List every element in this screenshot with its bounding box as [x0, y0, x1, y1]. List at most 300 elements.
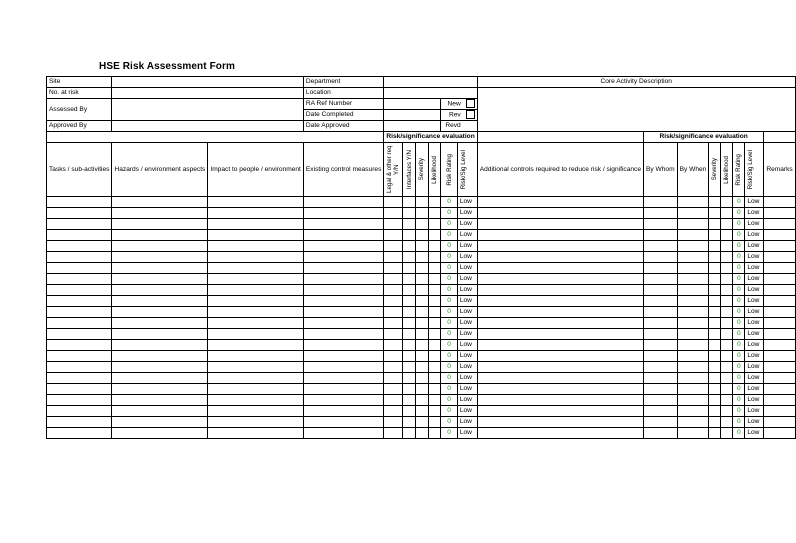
likelihood-cell[interactable]	[428, 340, 441, 351]
severity-cell[interactable]	[416, 197, 429, 208]
by-whom-cell[interactable]	[644, 274, 678, 285]
impact-cell[interactable]	[208, 329, 304, 340]
existing-cell[interactable]	[303, 252, 384, 263]
likelihood-2-cell[interactable]	[721, 252, 733, 263]
impact-cell[interactable]	[208, 395, 304, 406]
revd-cell[interactable]	[441, 121, 477, 132]
legal-cell[interactable]	[384, 285, 403, 296]
legal-cell[interactable]	[384, 318, 403, 329]
additional-cell[interactable]	[477, 362, 643, 373]
additional-cell[interactable]	[477, 263, 643, 274]
impact-cell[interactable]	[208, 219, 304, 230]
interfaces-cell[interactable]	[403, 285, 416, 296]
by-whom-cell[interactable]	[644, 263, 678, 274]
additional-cell[interactable]	[477, 296, 643, 307]
by-whom-cell[interactable]	[644, 329, 678, 340]
legal-cell[interactable]	[384, 230, 403, 241]
remarks-cell[interactable]	[764, 208, 795, 219]
remarks-cell[interactable]	[764, 285, 795, 296]
department-field[interactable]	[384, 77, 477, 88]
by-when-cell[interactable]	[677, 307, 709, 318]
likelihood-cell[interactable]	[428, 197, 441, 208]
severity-cell[interactable]	[416, 417, 429, 428]
hazards-cell[interactable]	[112, 351, 208, 362]
existing-cell[interactable]	[303, 219, 384, 230]
existing-cell[interactable]	[303, 329, 384, 340]
likelihood-cell[interactable]	[428, 230, 441, 241]
by-whom-cell[interactable]	[644, 252, 678, 263]
hazards-cell[interactable]	[112, 252, 208, 263]
interfaces-cell[interactable]	[403, 318, 416, 329]
severity-cell[interactable]	[416, 296, 429, 307]
by-when-cell[interactable]	[677, 329, 709, 340]
additional-cell[interactable]	[477, 329, 643, 340]
legal-cell[interactable]	[384, 351, 403, 362]
remarks-cell[interactable]	[764, 219, 795, 230]
severity-2-cell[interactable]	[709, 241, 721, 252]
impact-cell[interactable]	[208, 285, 304, 296]
by-whom-cell[interactable]	[644, 285, 678, 296]
severity-2-cell[interactable]	[709, 329, 721, 340]
by-when-cell[interactable]	[677, 208, 709, 219]
tasks-cell[interactable]	[47, 406, 112, 417]
impact-cell[interactable]	[208, 318, 304, 329]
hazards-cell[interactable]	[112, 285, 208, 296]
tasks-cell[interactable]	[47, 384, 112, 395]
remarks-cell[interactable]	[764, 230, 795, 241]
by-when-cell[interactable]	[677, 351, 709, 362]
interfaces-cell[interactable]	[403, 373, 416, 384]
hazards-cell[interactable]	[112, 296, 208, 307]
likelihood-cell[interactable]	[428, 417, 441, 428]
tasks-cell[interactable]	[47, 208, 112, 219]
existing-cell[interactable]	[303, 274, 384, 285]
severity-cell[interactable]	[416, 263, 429, 274]
impact-cell[interactable]	[208, 417, 304, 428]
severity-2-cell[interactable]	[709, 384, 721, 395]
by-whom-cell[interactable]	[644, 351, 678, 362]
interfaces-cell[interactable]	[403, 219, 416, 230]
existing-cell[interactable]	[303, 307, 384, 318]
interfaces-cell[interactable]	[403, 406, 416, 417]
severity-cell[interactable]	[416, 285, 429, 296]
severity-cell[interactable]	[416, 307, 429, 318]
no-at-risk-field[interactable]	[112, 88, 303, 99]
interfaces-cell[interactable]	[403, 208, 416, 219]
remarks-cell[interactable]	[764, 395, 795, 406]
impact-cell[interactable]	[208, 384, 304, 395]
likelihood-2-cell[interactable]	[721, 373, 733, 384]
interfaces-cell[interactable]	[403, 428, 416, 439]
likelihood-2-cell[interactable]	[721, 208, 733, 219]
hazards-cell[interactable]	[112, 230, 208, 241]
severity-2-cell[interactable]	[709, 417, 721, 428]
tasks-cell[interactable]	[47, 351, 112, 362]
by-when-cell[interactable]	[677, 230, 709, 241]
likelihood-cell[interactable]	[428, 428, 441, 439]
hazards-cell[interactable]	[112, 307, 208, 318]
severity-cell[interactable]	[416, 351, 429, 362]
existing-cell[interactable]	[303, 296, 384, 307]
severity-cell[interactable]	[416, 406, 429, 417]
impact-cell[interactable]	[208, 362, 304, 373]
by-when-cell[interactable]	[677, 241, 709, 252]
tasks-cell[interactable]	[47, 329, 112, 340]
severity-cell[interactable]	[416, 241, 429, 252]
by-whom-cell[interactable]	[644, 208, 678, 219]
likelihood-2-cell[interactable]	[721, 318, 733, 329]
by-when-cell[interactable]	[677, 406, 709, 417]
likelihood-cell[interactable]	[428, 384, 441, 395]
hazards-cell[interactable]	[112, 362, 208, 373]
likelihood-cell[interactable]	[428, 362, 441, 373]
by-when-cell[interactable]	[677, 252, 709, 263]
interfaces-cell[interactable]	[403, 307, 416, 318]
likelihood-cell[interactable]	[428, 296, 441, 307]
by-when-cell[interactable]	[677, 384, 709, 395]
legal-cell[interactable]	[384, 384, 403, 395]
core-activity-field[interactable]	[477, 88, 795, 132]
additional-cell[interactable]	[477, 406, 643, 417]
by-when-cell[interactable]	[677, 197, 709, 208]
by-whom-cell[interactable]	[644, 219, 678, 230]
likelihood-cell[interactable]	[428, 351, 441, 362]
by-whom-cell[interactable]	[644, 406, 678, 417]
by-whom-cell[interactable]	[644, 384, 678, 395]
legal-cell[interactable]	[384, 241, 403, 252]
existing-cell[interactable]	[303, 384, 384, 395]
by-whom-cell[interactable]	[644, 197, 678, 208]
existing-cell[interactable]	[303, 417, 384, 428]
existing-cell[interactable]	[303, 428, 384, 439]
tasks-cell[interactable]	[47, 373, 112, 384]
existing-cell[interactable]	[303, 340, 384, 351]
new-cell[interactable]	[441, 99, 477, 110]
impact-cell[interactable]	[208, 241, 304, 252]
by-whom-cell[interactable]	[644, 395, 678, 406]
site-field[interactable]	[112, 77, 303, 88]
remarks-cell[interactable]	[764, 241, 795, 252]
by-when-cell[interactable]	[677, 395, 709, 406]
impact-cell[interactable]	[208, 351, 304, 362]
interfaces-cell[interactable]	[403, 263, 416, 274]
hazards-cell[interactable]	[112, 384, 208, 395]
existing-cell[interactable]	[303, 197, 384, 208]
by-when-cell[interactable]	[677, 318, 709, 329]
severity-cell[interactable]	[416, 318, 429, 329]
hazards-cell[interactable]	[112, 208, 208, 219]
by-whom-cell[interactable]	[644, 362, 678, 373]
hazards-cell[interactable]	[112, 373, 208, 384]
likelihood-2-cell[interactable]	[721, 417, 733, 428]
severity-cell[interactable]	[416, 252, 429, 263]
tasks-cell[interactable]	[47, 263, 112, 274]
severity-cell[interactable]	[416, 362, 429, 373]
hazards-cell[interactable]	[112, 329, 208, 340]
likelihood-2-cell[interactable]	[721, 230, 733, 241]
impact-cell[interactable]	[208, 274, 304, 285]
hazards-cell[interactable]	[112, 417, 208, 428]
additional-cell[interactable]	[477, 351, 643, 362]
remarks-cell[interactable]	[764, 340, 795, 351]
new-checkbox[interactable]	[466, 99, 475, 108]
severity-cell[interactable]	[416, 340, 429, 351]
existing-cell[interactable]	[303, 373, 384, 384]
by-when-cell[interactable]	[677, 417, 709, 428]
by-when-cell[interactable]	[677, 219, 709, 230]
severity-2-cell[interactable]	[709, 197, 721, 208]
impact-cell[interactable]	[208, 197, 304, 208]
impact-cell[interactable]	[208, 263, 304, 274]
severity-2-cell[interactable]	[709, 252, 721, 263]
remarks-cell[interactable]	[764, 351, 795, 362]
existing-cell[interactable]	[303, 230, 384, 241]
hazards-cell[interactable]	[112, 219, 208, 230]
by-when-cell[interactable]	[677, 285, 709, 296]
additional-cell[interactable]	[477, 241, 643, 252]
interfaces-cell[interactable]	[403, 384, 416, 395]
tasks-cell[interactable]	[47, 340, 112, 351]
location-field[interactable]	[384, 88, 477, 99]
by-when-cell[interactable]	[677, 274, 709, 285]
existing-cell[interactable]	[303, 406, 384, 417]
impact-cell[interactable]	[208, 230, 304, 241]
impact-cell[interactable]	[208, 428, 304, 439]
by-when-cell[interactable]	[677, 340, 709, 351]
ra-ref-field[interactable]	[384, 99, 441, 110]
remarks-cell[interactable]	[764, 362, 795, 373]
hazards-cell[interactable]	[112, 241, 208, 252]
interfaces-cell[interactable]	[403, 252, 416, 263]
additional-cell[interactable]	[477, 307, 643, 318]
by-whom-cell[interactable]	[644, 241, 678, 252]
remarks-cell[interactable]	[764, 318, 795, 329]
likelihood-cell[interactable]	[428, 241, 441, 252]
likelihood-2-cell[interactable]	[721, 263, 733, 274]
tasks-cell[interactable]	[47, 241, 112, 252]
severity-2-cell[interactable]	[709, 307, 721, 318]
tasks-cell[interactable]	[47, 417, 112, 428]
by-whom-cell[interactable]	[644, 417, 678, 428]
severity-cell[interactable]	[416, 230, 429, 241]
remarks-cell[interactable]	[764, 373, 795, 384]
likelihood-2-cell[interactable]	[721, 197, 733, 208]
interfaces-cell[interactable]	[403, 329, 416, 340]
impact-cell[interactable]	[208, 252, 304, 263]
interfaces-cell[interactable]	[403, 296, 416, 307]
severity-2-cell[interactable]	[709, 340, 721, 351]
remarks-cell[interactable]	[764, 263, 795, 274]
severity-cell[interactable]	[416, 384, 429, 395]
legal-cell[interactable]	[384, 329, 403, 340]
tasks-cell[interactable]	[47, 318, 112, 329]
remarks-cell[interactable]	[764, 428, 795, 439]
legal-cell[interactable]	[384, 417, 403, 428]
legal-cell[interactable]	[384, 274, 403, 285]
additional-cell[interactable]	[477, 428, 643, 439]
interfaces-cell[interactable]	[403, 274, 416, 285]
likelihood-2-cell[interactable]	[721, 351, 733, 362]
additional-cell[interactable]	[477, 285, 643, 296]
severity-cell[interactable]	[416, 219, 429, 230]
by-when-cell[interactable]	[677, 263, 709, 274]
by-when-cell[interactable]	[677, 373, 709, 384]
impact-cell[interactable]	[208, 307, 304, 318]
severity-2-cell[interactable]	[709, 219, 721, 230]
impact-cell[interactable]	[208, 296, 304, 307]
severity-2-cell[interactable]	[709, 428, 721, 439]
severity-2-cell[interactable]	[709, 208, 721, 219]
severity-2-cell[interactable]	[709, 230, 721, 241]
legal-cell[interactable]	[384, 263, 403, 274]
rev-cell[interactable]	[441, 110, 477, 121]
likelihood-cell[interactable]	[428, 373, 441, 384]
legal-cell[interactable]	[384, 208, 403, 219]
existing-cell[interactable]	[303, 318, 384, 329]
hazards-cell[interactable]	[112, 197, 208, 208]
likelihood-2-cell[interactable]	[721, 219, 733, 230]
likelihood-2-cell[interactable]	[721, 384, 733, 395]
tasks-cell[interactable]	[47, 362, 112, 373]
impact-cell[interactable]	[208, 406, 304, 417]
interfaces-cell[interactable]	[403, 417, 416, 428]
tasks-cell[interactable]	[47, 252, 112, 263]
additional-cell[interactable]	[477, 208, 643, 219]
existing-cell[interactable]	[303, 351, 384, 362]
existing-cell[interactable]	[303, 285, 384, 296]
remarks-cell[interactable]	[764, 197, 795, 208]
remarks-cell[interactable]	[764, 384, 795, 395]
by-when-cell[interactable]	[677, 296, 709, 307]
likelihood-2-cell[interactable]	[721, 406, 733, 417]
likelihood-2-cell[interactable]	[721, 362, 733, 373]
by-whom-cell[interactable]	[644, 373, 678, 384]
likelihood-cell[interactable]	[428, 219, 441, 230]
approved-by-field[interactable]	[112, 121, 303, 132]
likelihood-cell[interactable]	[428, 252, 441, 263]
severity-2-cell[interactable]	[709, 362, 721, 373]
legal-cell[interactable]	[384, 428, 403, 439]
likelihood-2-cell[interactable]	[721, 285, 733, 296]
severity-cell[interactable]	[416, 329, 429, 340]
hazards-cell[interactable]	[112, 274, 208, 285]
likelihood-cell[interactable]	[428, 318, 441, 329]
tasks-cell[interactable]	[47, 307, 112, 318]
by-whom-cell[interactable]	[644, 230, 678, 241]
remarks-cell[interactable]	[764, 329, 795, 340]
remarks-cell[interactable]	[764, 274, 795, 285]
remarks-cell[interactable]	[764, 406, 795, 417]
additional-cell[interactable]	[477, 274, 643, 285]
hazards-cell[interactable]	[112, 406, 208, 417]
likelihood-cell[interactable]	[428, 285, 441, 296]
tasks-cell[interactable]	[47, 395, 112, 406]
hazards-cell[interactable]	[112, 395, 208, 406]
by-whom-cell[interactable]	[644, 340, 678, 351]
severity-cell[interactable]	[416, 274, 429, 285]
existing-cell[interactable]	[303, 263, 384, 274]
additional-cell[interactable]	[477, 219, 643, 230]
likelihood-2-cell[interactable]	[721, 329, 733, 340]
likelihood-2-cell[interactable]	[721, 296, 733, 307]
likelihood-2-cell[interactable]	[721, 395, 733, 406]
additional-cell[interactable]	[477, 417, 643, 428]
existing-cell[interactable]	[303, 241, 384, 252]
remarks-cell[interactable]	[764, 417, 795, 428]
likelihood-cell[interactable]	[428, 307, 441, 318]
severity-2-cell[interactable]	[709, 373, 721, 384]
by-whom-cell[interactable]	[644, 318, 678, 329]
remarks-cell[interactable]	[764, 296, 795, 307]
severity-2-cell[interactable]	[709, 351, 721, 362]
date-completed-field[interactable]	[384, 110, 441, 121]
severity-2-cell[interactable]	[709, 318, 721, 329]
tasks-cell[interactable]	[47, 197, 112, 208]
legal-cell[interactable]	[384, 197, 403, 208]
additional-cell[interactable]	[477, 230, 643, 241]
by-when-cell[interactable]	[677, 428, 709, 439]
tasks-cell[interactable]	[47, 296, 112, 307]
likelihood-2-cell[interactable]	[721, 307, 733, 318]
likelihood-2-cell[interactable]	[721, 274, 733, 285]
by-whom-cell[interactable]	[644, 307, 678, 318]
additional-cell[interactable]	[477, 373, 643, 384]
severity-cell[interactable]	[416, 208, 429, 219]
remarks-cell[interactable]	[764, 307, 795, 318]
likelihood-2-cell[interactable]	[721, 340, 733, 351]
legal-cell[interactable]	[384, 406, 403, 417]
by-when-cell[interactable]	[677, 362, 709, 373]
interfaces-cell[interactable]	[403, 351, 416, 362]
legal-cell[interactable]	[384, 252, 403, 263]
likelihood-cell[interactable]	[428, 395, 441, 406]
existing-cell[interactable]	[303, 208, 384, 219]
interfaces-cell[interactable]	[403, 340, 416, 351]
by-whom-cell[interactable]	[644, 296, 678, 307]
severity-cell[interactable]	[416, 373, 429, 384]
severity-cell[interactable]	[416, 428, 429, 439]
severity-2-cell[interactable]	[709, 263, 721, 274]
interfaces-cell[interactable]	[403, 230, 416, 241]
severity-2-cell[interactable]	[709, 406, 721, 417]
likelihood-cell[interactable]	[428, 263, 441, 274]
hazards-cell[interactable]	[112, 318, 208, 329]
legal-cell[interactable]	[384, 296, 403, 307]
severity-2-cell[interactable]	[709, 274, 721, 285]
remarks-cell[interactable]	[764, 252, 795, 263]
additional-cell[interactable]	[477, 318, 643, 329]
hazards-cell[interactable]	[112, 340, 208, 351]
legal-cell[interactable]	[384, 307, 403, 318]
interfaces-cell[interactable]	[403, 241, 416, 252]
tasks-cell[interactable]	[47, 428, 112, 439]
likelihood-cell[interactable]	[428, 208, 441, 219]
hazards-cell[interactable]	[112, 263, 208, 274]
additional-cell[interactable]	[477, 384, 643, 395]
tasks-cell[interactable]	[47, 219, 112, 230]
hazards-cell[interactable]	[112, 428, 208, 439]
likelihood-2-cell[interactable]	[721, 241, 733, 252]
impact-cell[interactable]	[208, 340, 304, 351]
interfaces-cell[interactable]	[403, 197, 416, 208]
severity-2-cell[interactable]	[709, 285, 721, 296]
tasks-cell[interactable]	[47, 274, 112, 285]
impact-cell[interactable]	[208, 373, 304, 384]
tasks-cell[interactable]	[47, 230, 112, 241]
additional-cell[interactable]	[477, 340, 643, 351]
additional-cell[interactable]	[477, 252, 643, 263]
legal-cell[interactable]	[384, 219, 403, 230]
